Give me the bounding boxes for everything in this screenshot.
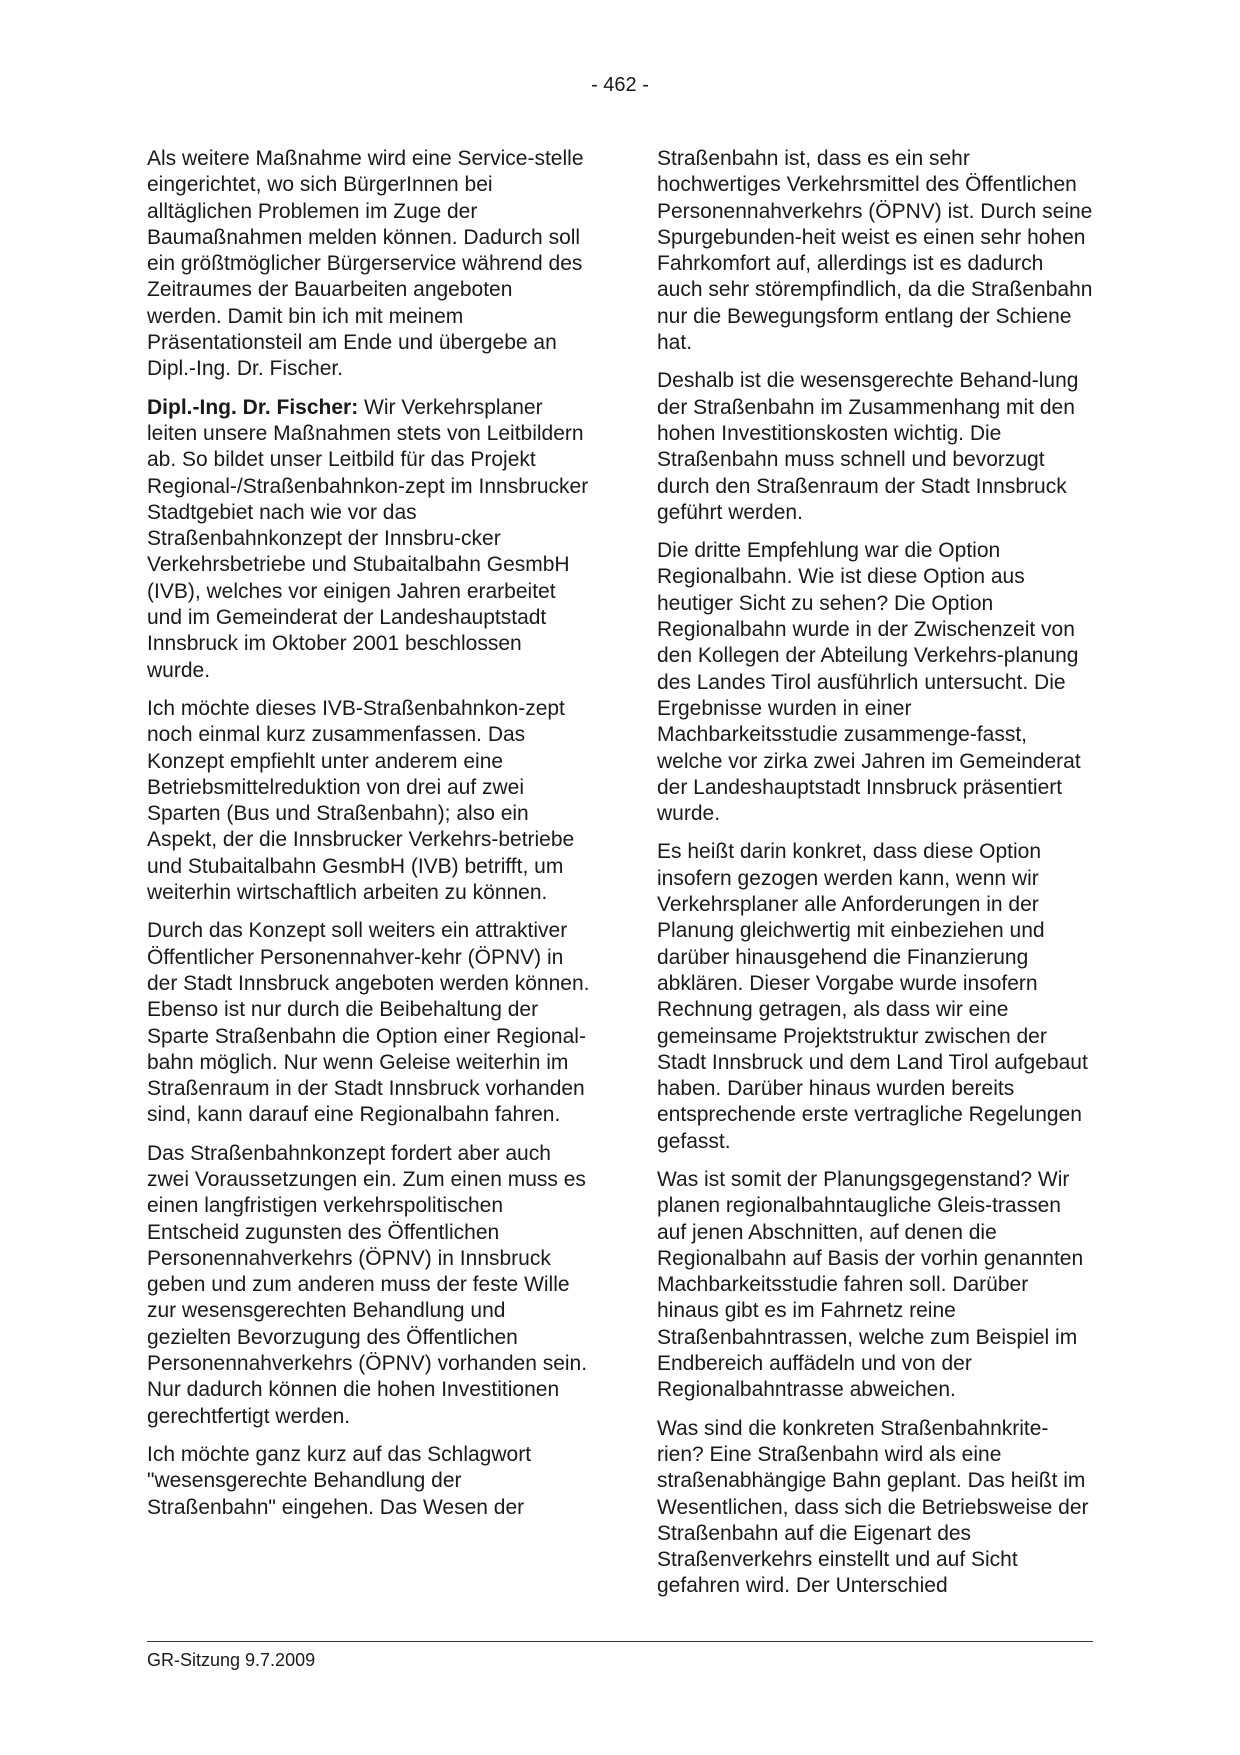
- speaker-text: Wir Verkehrsplaner leiten unsere Maßnahmen stets von Leitbildern ab. So bildet unser Leitbild für das Projekt Regional-/Straßenbahnkon-zept im Innsbrucker Stadtgebiet nach wie vor das Straßenbahnkonzept der Innsbru-cker Verkehrsbetriebe und Stubaitalbahn GesmbH (IVB), welches vor einigen Jahren erarbeitet und im Gemeinderat der Landeshauptstadt Innsbruck im Oktober 2001 beschlossen wurde.: [147, 395, 589, 682]
- left-column: [147, 146, 590, 1533]
- speaker-paragraph: [147, 395, 590, 684]
- paragraph: Was sind die konkreten Straßenbahnkrite-rien? Eine Straßenbahn wird als eine straßenabhängige Bahn geplant. Das heißt im Wesentlichen, dass sich die Betriebsweise der Straßenbahn auf die Eigenart des Straßenverkehrs einstellt und auf Sicht gefahren wird. Der Unterschied: [657, 1416, 1089, 1598]
- paragraph: Ich möchte ganz kurz auf das Schlagwort "wesensgerechte Behandlung der Straßenbahn" eingehen. Das Wesen der: [147, 1442, 532, 1519]
- paragraph: Deshalb ist die wesensgerechte Behand-lung der Straßenbahn im Zusammenhang mit den hohen Investitionskosten wichtig. Die Straßenbahn muss schnell und bevorzugt durch den Straßenraum der Stadt Innsbruck geführt werden.: [657, 369, 1079, 524]
- paragraph: Ich möchte dieses IVB-Straßenbahnkon-zept noch einmal kurz zusammenfassen. Das Konzept empfiehlt unter anderem eine Betriebsmittelreduktion von drei auf zwei Sparten (Bus und Straßenbahn); also ein Aspekt, der die Innsbrucker Verkehrs-betriebe und Stubaitalbahn GesmbH (IVB) betrifft, um weiterhin wirtschaftlich arbeiten zu können.: [147, 696, 575, 905]
- paragraph: Was ist somit der Planungsgegenstand? Wir planen regionalbahntaugliche Gleis-trassen auf jenen Abschnitten, auf denen die Regionalbahn auf Basis der vorhin genannten Machbarkeitsstudie fahren soll. Darüber hinaus gibt es im Fahrnetz reine Straßenbahntrassen, welche zum Beispiel im Endbereich auffädeln und von der Regionalbahntrasse abweichen.: [657, 1167, 1084, 1402]
- speaker-name: Dipl.-Ing. Dr. Fischer:: [147, 395, 359, 419]
- footer-session-date: GR-Sitzung 9.7.2009: [147, 1650, 316, 1670]
- paragraph: Die dritte Empfehlung war die Option Regionalbahn. Wie ist diese Option aus heutiger Sicht zu sehen? Die Option Regionalbahn wurde in der Zwischenzeit von den Kollegen der Abteilung Verkehrs-planung des Landes Tirol ausführlich untersucht. Die Ergebnisse wurden in einer Machbarkeitsstudie zusammenge-fasst, welche vor zirka zwei Jahren im Gemeinderat der Landeshauptstadt Innsbruck präsentiert wurde.: [657, 539, 1081, 826]
- paragraph: Das Straßenbahnkonzept fordert aber auch zwei Voraussetzungen ein. Zum einen muss es einen langfristigen verkehrspolitischen Entscheid zugunsten des Öffentlichen Personennahverkehrs (ÖPNV) in Innsbruck geben und zum anderen muss der feste Wille zur wesensgerechten Behandlung und gezielten Bevorzugung des Öffentlichen Personennahverkehrs (ÖPNV) vorhanden sein. Nur dadurch können die hohen Investitionen gerechtfertigt werden.: [147, 1141, 588, 1428]
- paragraph: Durch das Konzept soll weiters ein attraktiver Öffentlicher Personennahver-kehr (ÖPNV) in der Stadt Innsbruck angeboten werden können. Ebenso ist nur durch die Beibehaltung der Sparte Straßenbahn die Option einer Regional-bahn möglich. Nur wenn Geleise weiterhin im Straßenraum in der Stadt Innsbruck vorhanden sind, kann darauf eine Regionalbahn fahren.: [147, 919, 590, 1127]
- paragraph: Als weitere Maßnahme wird eine Service-stelle eingerichtet, wo sich BürgerInnen bei alltäglichen Problemen im Zuge der Baumaßnahmen melden können. Dadurch soll ein größtmöglicher Bürgerservice während des Zeitraumes der Bauarbeiten angeboten werden. Damit bin ich mit meinem Präsentationsteil am Ende und übergebe an Dipl.-Ing. Dr. Fischer.: [147, 147, 584, 381]
- paragraph: Straßenbahn ist, dass es ein sehr hochwertiges Verkehrsmittel des Öffentlichen Personennahverkehrs (ÖPNV) ist. Durch seine Spurgebunden-heit weist es einen sehr hohen Fahrkomfort auf, allerdings ist es dadurch auch sehr störempfindlich, da die Straßenbahn nur die Bewegungsform entlang der Schiene hat.: [657, 147, 1093, 355]
- page-number: - 462 -: [591, 74, 649, 96]
- footer-divider: [147, 1641, 1093, 1642]
- right-column: [657, 146, 1093, 1612]
- paragraph: Es heißt darin konkret, dass diese Option insofern gezogen werden kann, wenn wir Verkehrsplaner alle Anforderungen in der Planung gleichwertig mit einbeziehen und darüber hinausgehend die Finanzierung abklären. Dieser Vorgabe wurde insofern Rechnung getragen, als dass wir eine gemeinsame Projektstruktur zwischen der Stadt Innsbruck und dem Land Tirol aufgebaut haben. Darüber hinaus wurden bereits entsprechende erste vertragliche Regelungen gefasst.: [657, 840, 1088, 1153]
